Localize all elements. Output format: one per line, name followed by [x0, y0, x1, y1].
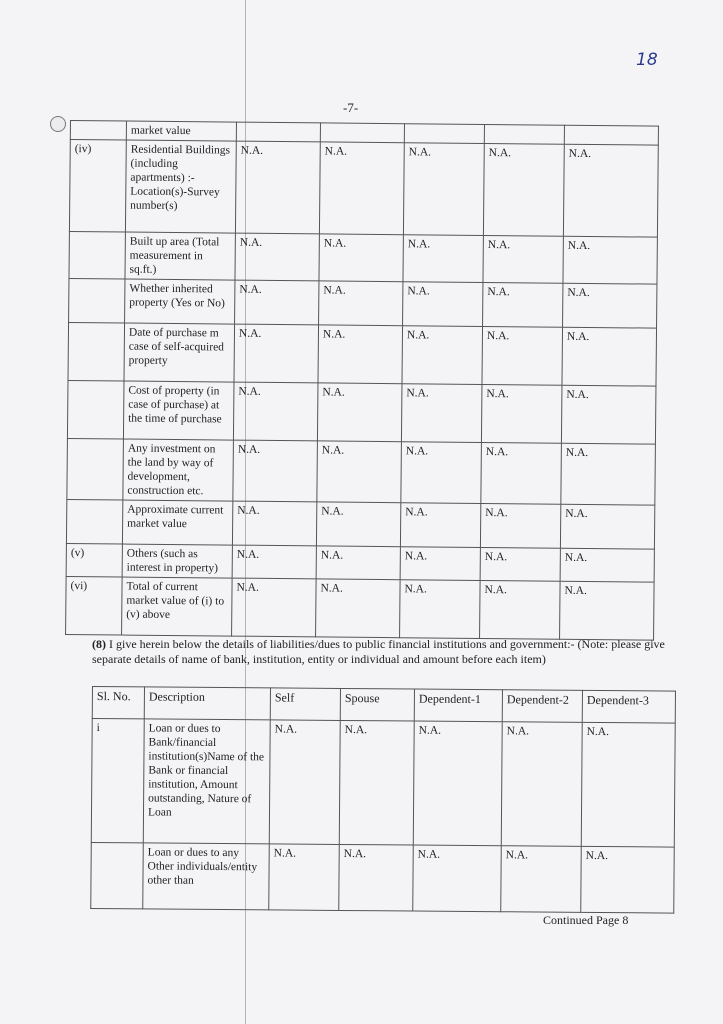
value-cell: N.A.: [561, 385, 656, 444]
value-cell: N.A.: [501, 722, 582, 847]
description-cell: Loan or dues to any Other individuals/entity other than: [143, 843, 270, 910]
value-cell: N.A.: [316, 502, 400, 547]
sl-no-cell: [69, 231, 125, 279]
value-cell: N.A.: [235, 280, 319, 325]
value-cell: N.A.: [403, 143, 484, 236]
column-header: Sl. No.: [92, 687, 144, 719]
sl-no-cell: [67, 438, 124, 500]
punch-hole: [50, 116, 66, 132]
sl-no-cell: [69, 278, 125, 323]
description-cell: market value: [126, 121, 236, 141]
description-cell: Approximate current market value: [122, 500, 232, 545]
value-cell: N.A.: [403, 235, 483, 283]
value-cell: N.A.: [560, 548, 654, 582]
value-cell: N.A.: [232, 578, 317, 637]
value-cell: N.A.: [316, 546, 400, 580]
liabilities-table: [90, 686, 676, 914]
value-cell: N.A.: [480, 503, 560, 548]
assets-table: [65, 120, 659, 641]
value-cell: N.A.: [403, 282, 483, 327]
sl-no-cell: (vi): [66, 576, 123, 635]
section-8-number: (8): [92, 637, 106, 651]
description-cell: Others (such as interest in property): [122, 544, 232, 578]
value-cell: N.A.: [483, 143, 564, 236]
description-cell: Total of current market value of (i) to (v) above: [122, 577, 233, 636]
table-row: [69, 278, 657, 328]
value-cell: [320, 123, 404, 143]
value-cell: [564, 125, 658, 145]
table-row: [91, 842, 675, 913]
value-cell: N.A.: [480, 580, 561, 639]
value-cell: N.A.: [400, 547, 480, 581]
table-row: [69, 140, 658, 238]
value-cell: [404, 124, 484, 144]
value-cell: N.A.: [400, 503, 480, 548]
value-cell: N.A.: [402, 326, 483, 385]
continued-page-footer: Continued Page 8: [543, 913, 629, 927]
table-row: [66, 499, 654, 549]
value-cell: N.A.: [581, 722, 675, 847]
value-cell: N.A.: [401, 442, 482, 504]
value-cell: N.A.: [563, 144, 658, 237]
value-cell: N.A.: [233, 440, 318, 502]
description-cell: Residential Buildings (including apartments) :- Location(s)-Survey number(s): [125, 140, 236, 233]
sl-no-cell: i: [91, 719, 144, 843]
sl-no-cell: [70, 121, 126, 141]
value-cell: N.A.: [483, 235, 563, 283]
value-cell: N.A.: [234, 324, 319, 383]
table-row: [68, 322, 657, 386]
sl-no-cell: [66, 499, 122, 544]
column-header: Dependent-2: [502, 690, 582, 723]
value-cell: N.A.: [319, 281, 403, 326]
value-cell: N.A.: [339, 720, 414, 845]
value-cell: N.A.: [413, 845, 502, 912]
value-cell: N.A.: [232, 545, 316, 579]
description-cell: Whether inherited property (Yes or No): [125, 279, 235, 324]
sl-no-cell: [67, 380, 124, 439]
sl-no-cell: [91, 842, 144, 908]
table-row: [67, 438, 656, 505]
value-cell: N.A.: [319, 234, 403, 282]
value-cell: N.A.: [563, 283, 657, 328]
sl-no-cell: (iv): [69, 140, 126, 233]
description-cell: Loan or dues to Bank/financial institution(s)Name of the Bank or financial institution, Amount outstanding, Nature of Loan: [143, 719, 270, 844]
value-cell: N.A.: [501, 846, 582, 913]
page-number: -7-: [343, 100, 359, 115]
column-header: Self: [270, 688, 340, 721]
value-cell: N.A.: [269, 844, 340, 911]
section-8-text: I give herein below the details of liabilities/dues to public financial institutions and government:- (Note: please give separate details of name of bank, institution, entity or individual and amount before each item): [92, 637, 665, 666]
value-cell: N.A.: [317, 441, 402, 503]
column-header: Dependent-1: [414, 689, 502, 722]
value-cell: N.A.: [482, 326, 563, 385]
description-cell: Built up area (Total measurement in sq.ft.): [125, 232, 235, 280]
value-cell: [236, 122, 320, 142]
table-row: [69, 231, 657, 284]
description-cell: Cost of property (in case of purchase) at the time of purchase: [123, 381, 234, 440]
sl-no-cell: [68, 322, 125, 381]
value-cell: N.A.: [339, 844, 414, 911]
value-cell: N.A.: [232, 501, 316, 546]
section-8-paragraph: [92, 637, 682, 667]
value-cell: N.A.: [560, 581, 655, 640]
value-cell: [484, 124, 564, 144]
value-cell: N.A.: [480, 547, 560, 581]
value-cell: N.A.: [233, 382, 318, 441]
value-cell: N.A.: [561, 443, 656, 505]
value-cell: N.A.: [481, 384, 562, 443]
table-row: [91, 719, 675, 848]
value-cell: N.A.: [235, 141, 320, 234]
value-cell: N.A.: [483, 282, 563, 327]
value-cell: N.A.: [560, 504, 654, 549]
value-cell: N.A.: [235, 233, 319, 281]
value-cell: N.A.: [481, 442, 562, 504]
sl-no-cell: (v): [66, 543, 122, 577]
value-cell: N.A.: [563, 236, 657, 284]
table-row: [67, 380, 656, 444]
handwritten-page-mark: 18: [636, 50, 658, 70]
column-header: Description: [144, 687, 270, 720]
description-cell: Any investment on the land by way of development, construction etc.: [123, 439, 234, 501]
value-cell: N.A.: [581, 846, 675, 913]
value-cell: N.A.: [562, 327, 657, 386]
value-cell: N.A.: [269, 720, 340, 845]
value-cell: N.A.: [319, 142, 404, 235]
value-cell: N.A.: [413, 721, 502, 846]
description-cell: Date of purchase m case of self-acquired property: [124, 323, 235, 382]
value-cell: N.A.: [316, 579, 401, 638]
column-header: Spouse: [340, 688, 414, 721]
value-cell: N.A.: [317, 383, 402, 442]
value-cell: N.A.: [401, 384, 482, 443]
column-header: Dependent-3: [582, 690, 675, 723]
table-row: [66, 576, 655, 640]
value-cell: N.A.: [318, 325, 403, 384]
table-row: [66, 543, 654, 582]
value-cell: N.A.: [400, 580, 481, 639]
